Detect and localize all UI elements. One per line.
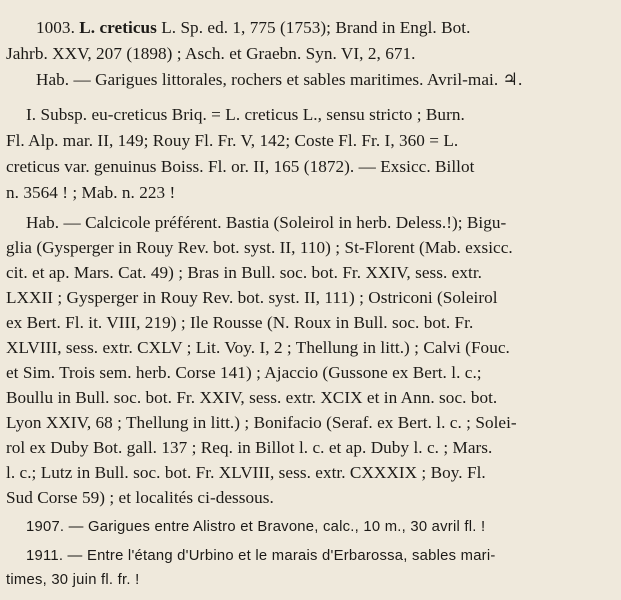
observation-1911-line-2: times, 30 juin fl. fr. !	[6, 572, 140, 588]
species-name: L. creticus	[79, 18, 157, 37]
species-citation: L. Sp. ed. 1, 775 (1753); Brand in Engl. Bot.	[161, 18, 471, 37]
habitat-line-3: cit. et ap. Mars. Cat. 49) ; Bras in Bull. soc. bot. Fr. XXIV, sess. extr.	[6, 263, 482, 282]
habitat-line-6: XLVIII, sess. extr. CXLV ; Lit. Voy. I, 2 ; Thellung in litt.) ; Calvi (Fouc.	[6, 338, 510, 357]
habitat-line-7: et Sim. Trois sem. herb. Corse 141) ; Ajaccio (Gussone ex Bert. l. c.;	[6, 363, 482, 382]
species-citation-line-2: Jahrb. XXV, 207 (1898) ; Asch. et Graebn. Syn. VI, 2, 671.	[6, 44, 416, 63]
subspecies-line-1: I. Subsp. eu-creticus Briq. = L. creticus L., sensu stricto ; Burn.	[26, 105, 465, 124]
habitat-line-4: LXXII ; Gysperger in Rouy Rev. bot. syst. II, 111) ; Ostriconi (Soleirol	[6, 288, 498, 307]
habitat-line-8: Boullu in Bull. soc. bot. Fr. XXIV, sess. extr. XCIX et in Ann. soc. bot.	[6, 388, 498, 407]
species-heading-line	[36, 19, 470, 36]
habitat-line-9: Lyon XXIV, 68 ; Thellung in litt.) ; Bonifacio (Seraf. ex Bert. l. c. ; Solei-	[6, 413, 517, 432]
entry-number: 1003.	[36, 18, 75, 37]
habitat-line-2: glia (Gysperger in Rouy Rev. bot. syst. II, 110) ; St-Florent (Mab. exsicc.	[6, 238, 513, 257]
subspecies-line-4: n. 3564 ! ; Mab. n. 223 !	[6, 183, 176, 202]
habitat-line-10: rol ex Duby Bot. gall. 137 ; Req. in Billot l. c. et ap. Duby l. c. ; Mars.	[6, 438, 493, 457]
observation-1911-line-1: 1911. — Entre l'étang d'Urbino et le marais d'Erbarossa, sables mari-	[26, 548, 496, 564]
habitat-line-11: l. c.; Lutz in Bull. soc. bot. Fr. XLVIII, sess. extr. CXXXIX ; Boy. Fl.	[6, 463, 486, 482]
species-habitat: Hab. — Garigues littorales, rochers et sables maritimes. Avril-mai. ♃.	[36, 70, 523, 89]
habitat-line-1: Hab. — Calcicole préférent. Bastia (Soleirol in herb. Deless.!); Bigu-	[26, 213, 507, 232]
subspecies-line-2: Fl. Alp. mar. II, 149; Rouy Fl. Fr. V, 142; Coste Fl. Fr. I, 360 = L.	[6, 131, 459, 150]
habitat-line-12: Sud Corse 59) ; et localités ci-dessous.	[6, 488, 274, 507]
observation-1907: 1907. — Garigues entre Alistro et Bravone, calc., 10 m., 30 avril fl. !	[26, 519, 486, 535]
habitat-line-5: ex Bert. Fl. it. VIII, 219) ; Ile Rousse (N. Roux in Bull. soc. bot. Fr.	[6, 313, 474, 332]
subspecies-line-3: creticus var. genuinus Boiss. Fl. or. II, 165 (1872). — Exsicc. Billot	[6, 157, 475, 176]
